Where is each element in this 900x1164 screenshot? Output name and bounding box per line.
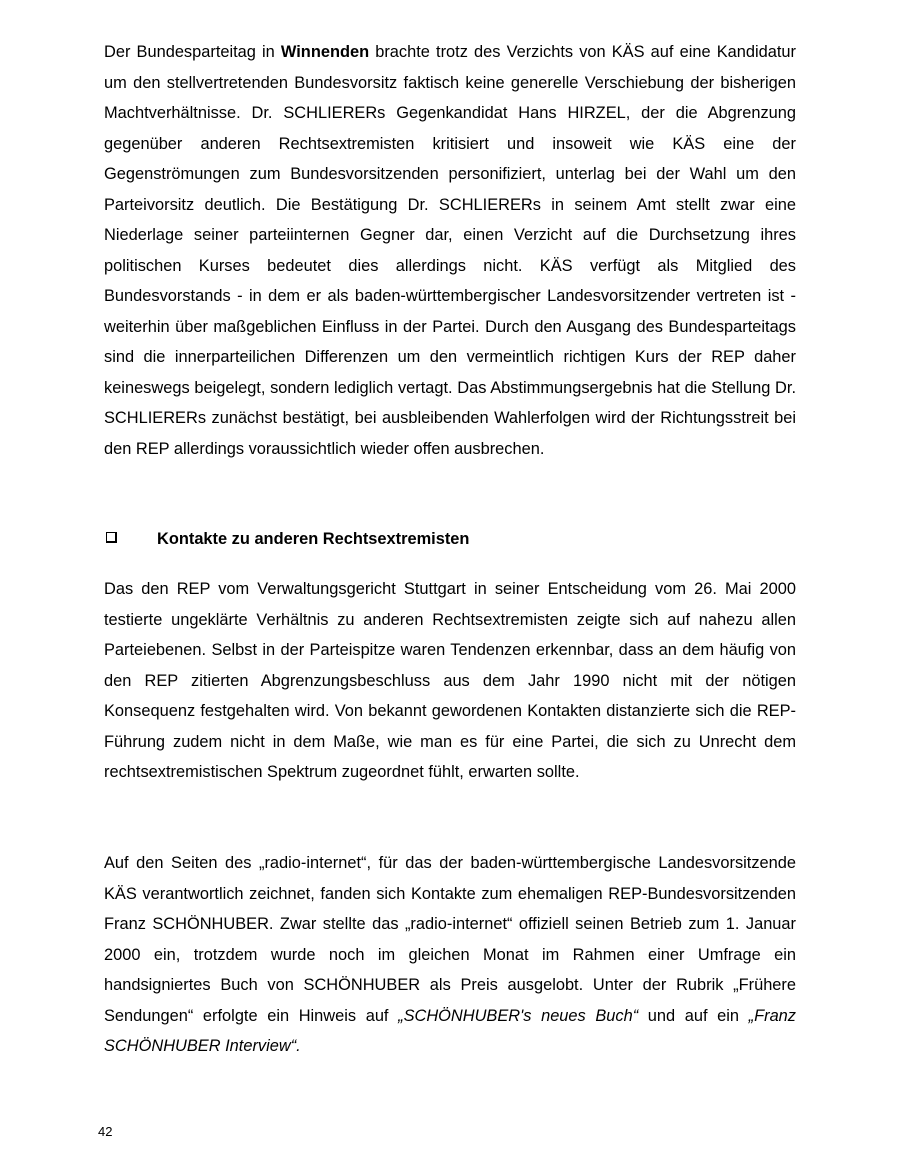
- paragraph-text: brachte trotz des Verzichts von KÄS auf eine Kandidatur um den stellvertretenden Bundesvorsitz faktisch keine generelle Verschiebung der bisherigen Machtverhältnisse. Dr. SCHLIERERs Gegenkandidat Hans HIRZEL, der die Abgrenzung gegenüber anderen Rechtsextremisten kritisiert und insoweit wie KÄS eine der Gegenströmungen zum Bundesvorsitzenden personifiziert, unterlag bei der Wahl um den Parteivorsitz deutlich. Die Bestätigung Dr. SCHLIERERs in seinem Amt stellt zwar eine Niederlage seiner parteiinternen Gegner dar, einen Verzicht auf die Durchsetzung ihres politischen Kurses bedeutet dies allerdings nicht. KÄS verfügt als Mitglied des Bundesvorstands - in dem er als baden-württembergischer Landesvorsitzender vertreten ist - weiterhin über maßgeblichen Einfluss in der Partei. Durch den Ausgang des Bundesparteitags sind die innerparteilichen Differenzen um den vermeintlich richtigen Kurs der REP daher keineswegs beigelegt, sondern lediglich vertagt. Das Abstimmungsergebnis hat die Stellung Dr. SCHLIERERs zunächst bestätigt, bei ausbleibenden Wahlerfolgen wird der Richtungsstreit bei den REP allerdings voraussichtlich wieder offen ausbrechen.: [104, 43, 796, 458]
- checkbox-icon: [106, 532, 117, 543]
- page-number: 42: [98, 1124, 113, 1139]
- paragraph-text: Auf den Seiten des „radio-internet“, für das der baden-württembergische Landesvorsitzende KÄS verantwortlich zeichnet, fanden sich Kontakte zum ehemaligen REP-Bundesvorsitzenden Franz SCHÖNHUBER. Zwar stellte das „radio-internet“ offiziell seinen Betrieb zum 1. Januar 2000 ein, trotzdem wurde noch im gleichen Monat im Rahmen einer Umfrage ein handsigniertes Buch von SCHÖNHUBER als Preis ausgelobt. Unter der Rubrik „Frühere Sendungen“ erfolgte ein Hinweis auf: [104, 854, 796, 1025]
- place-name-bold: Winnenden: [280, 43, 370, 61]
- paragraph-radio-internet: [104, 848, 796, 1062]
- paragraph-text: und auf ein: [638, 1006, 749, 1025]
- paragraph-verwaltungsgericht: Das den REP vom Verwaltungsgericht Stuttgart in seiner Entscheidung vom 26. Mai 2000 testierte ungeklärte Verhältnis zu anderen Rechtsextremisten zeigte sich auf nahezu allen Parteiebenen. Selbst in der Parteispitze waren Tendenzen erkennbar, dass an dem häufig von den REP zitierten Abgrenzungsbeschluss aus dem Jahr 1990 nicht mit der nötigen Konsequenz festgehalten wird. Von bekannt gewordenen Kontakten distanzierte sich die REP-Führung zudem nicht in dem Maße, wie man es für eine Partei, die sich zu Unrecht dem rechtsextremistischen Spektrum zugeordnet fühlt, erwarten sollte.: [104, 580, 796, 781]
- section-heading: [104, 526, 796, 552]
- paragraph-text: Der Bundesparteitag in: [104, 43, 281, 61]
- book-title-italic: „SCHÖNHUBER's neues Buch“: [398, 1006, 639, 1025]
- paragraph-bundesparteitag: [104, 37, 796, 464]
- interview-title-italic: „Franz SCHÖNHUBER Interview“.: [104, 1006, 796, 1055]
- section-heading-text: Kontakte zu anderen Rechtsextremisten: [157, 530, 470, 548]
